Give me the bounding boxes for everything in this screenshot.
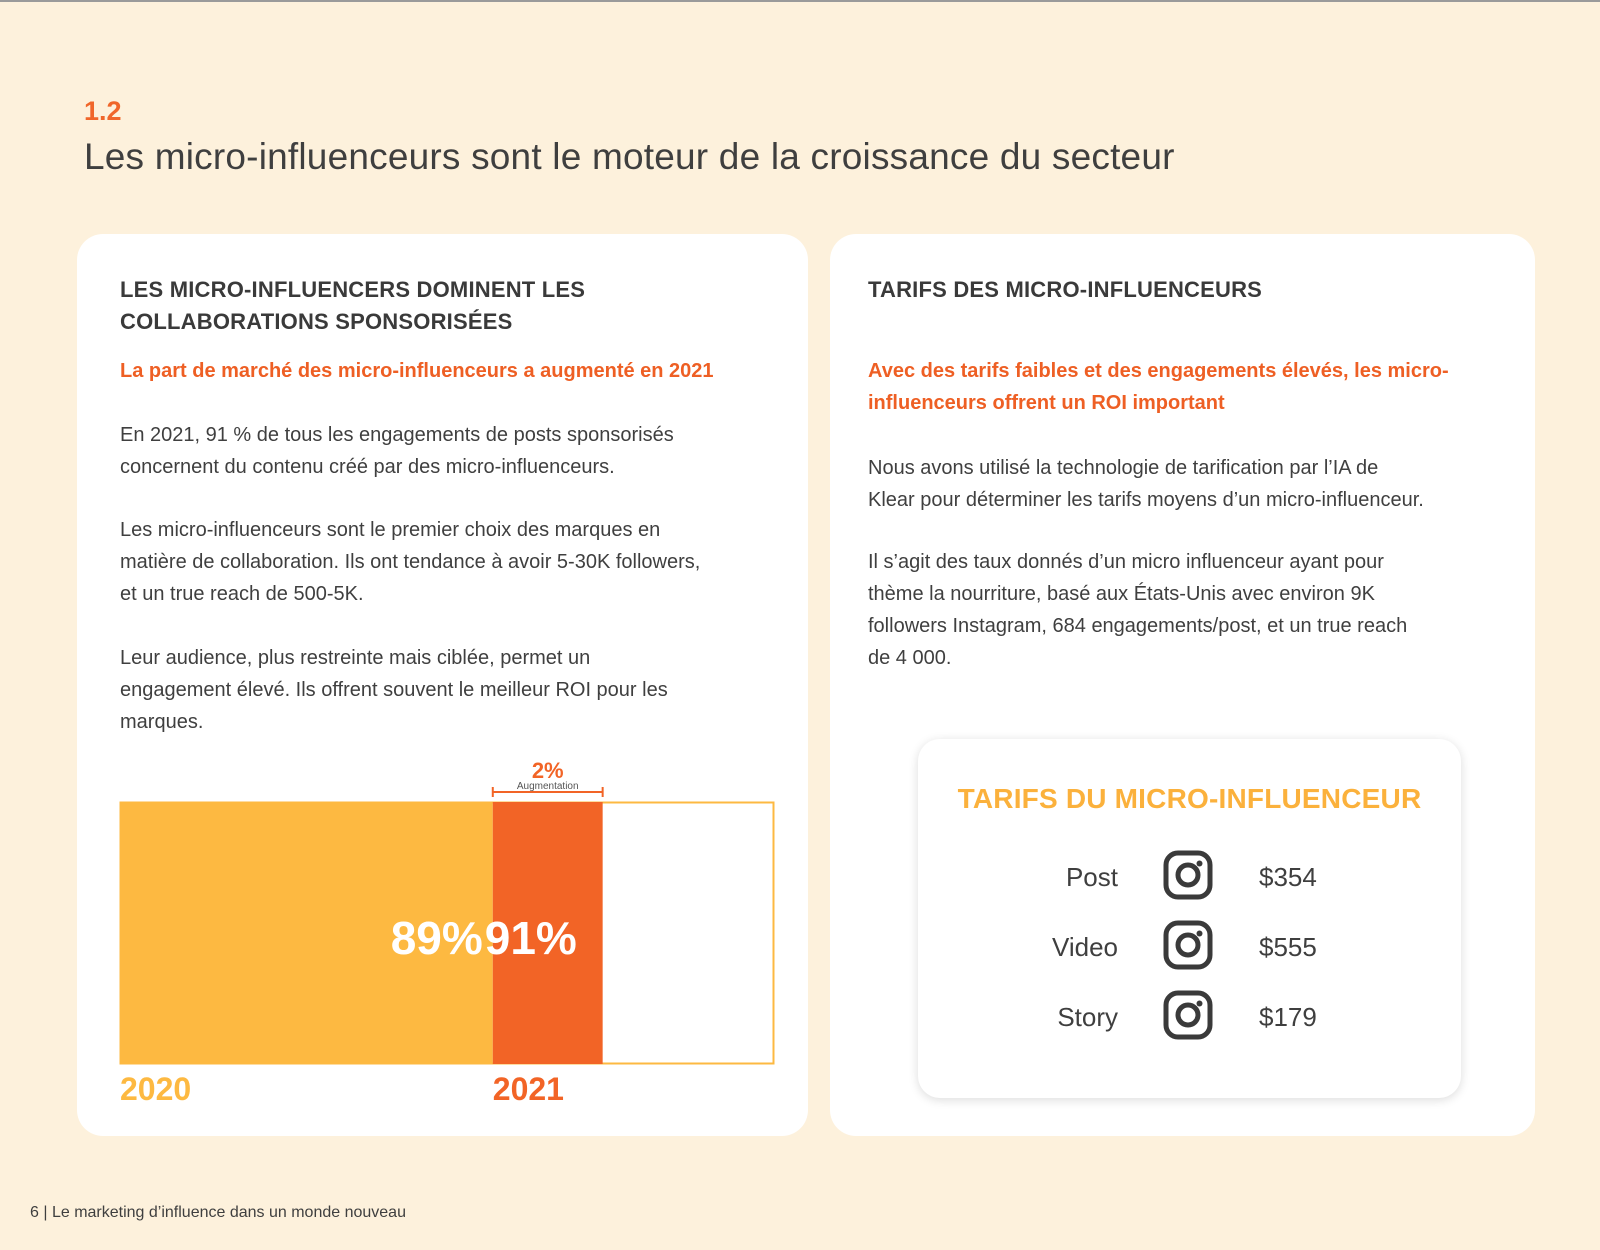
subheading-line: Avec des tarifs faibles et des engagements élevés, les micro- [868, 360, 1449, 382]
pricing-card [830, 234, 1535, 1136]
market-share-card [77, 234, 808, 1136]
pricing-label: Video [1051, 932, 1118, 962]
paragraph-line: Les micro-influenceurs sont le premier choix des marques en [120, 519, 661, 541]
heading-line: LES MICRO-INFLUENCERS DOMINENT LES [120, 277, 586, 302]
pricing-value: $354 [1259, 862, 1317, 892]
top-divider [0, 0, 1600, 2]
subheading-line: influenceurs offrent un ROI important [868, 392, 1225, 414]
pricing-label: Post [1065, 862, 1118, 892]
paragraph-line: Klear pour déterminer les tarifs moyens d’un micro-influenceur. [868, 489, 1424, 511]
page-title: Les micro-influenceurs sont le moteur de la croissance du secteur [84, 136, 1175, 177]
heading-line: COLLABORATIONS SPONSORISÉES [120, 309, 513, 334]
paragraph-line: engagement élevé. Ils offrent souvent le meilleur ROI pour les [120, 679, 668, 701]
paragraph-line: Il s’agit des taux donnés d’un micro influenceur ayant pour [868, 551, 1384, 573]
pricing-box [918, 739, 1461, 1098]
instagram-icon [1163, 990, 1213, 1040]
paragraph-line: concernent du contenu créé par des micro-influenceurs. [120, 456, 615, 478]
instagram-icon [1163, 920, 1213, 970]
pricing-row-post [918, 850, 1461, 910]
paragraph [868, 452, 1424, 516]
pricing-row-video [918, 920, 1461, 980]
paragraph-line: et un true reach de 500-5K. [120, 583, 364, 605]
pricing-label: Story [1057, 1002, 1118, 1032]
value-label-2021: 91% [484, 912, 577, 964]
paragraph-line: followers Instagram, 684 engagements/post, et un true reach [868, 615, 1408, 637]
paragraph-line: de 4 000. [868, 647, 952, 669]
paragraph-line: Nous avons utilisé la technologie de tarification par l’IA de [868, 457, 1379, 479]
increase-caption: Augmentation [516, 781, 579, 792]
page-footer: 6 | Le marketing d’influence dans un monde nouveau [30, 1204, 406, 1221]
pricing-value: $555 [1259, 932, 1317, 962]
market-share-chart [77, 234, 808, 1136]
paragraph-line: matière de collaboration. Ils ont tendance à avoir 5-30K followers, [120, 551, 701, 573]
card-heading: TARIFS DES MICRO-INFLUENCEURS [868, 277, 1263, 302]
paragraph-line: Leur audience, plus restreinte mais ciblée, permet un [120, 647, 591, 669]
category-label-2020: 2020 [120, 1071, 192, 1107]
value-label-2020: 89% [390, 912, 483, 964]
increase-label: 2% [531, 758, 564, 783]
paragraph [868, 546, 1407, 674]
card-subheading [868, 355, 1449, 419]
pricing-row-story [918, 990, 1461, 1050]
paragraph-line: thème la nourriture, basé aux États-Unis avec environ 9K [868, 583, 1375, 605]
category-label-2021: 2021 [492, 1071, 564, 1107]
pricing-value: $179 [1259, 1002, 1317, 1032]
instagram-icon [1163, 850, 1213, 900]
paragraph-line: marques. [120, 711, 204, 733]
paragraph-line: En 2021, 91 % de tous les engagements de posts sponsorisés [120, 424, 674, 446]
section-number: 1.2 [84, 96, 122, 126]
card-subheading: La part de marché des micro-influenceurs a augmenté en 2021 [120, 360, 714, 382]
pricing-title: TARIFS DU MICRO-INFLUENCEUR [957, 783, 1422, 814]
